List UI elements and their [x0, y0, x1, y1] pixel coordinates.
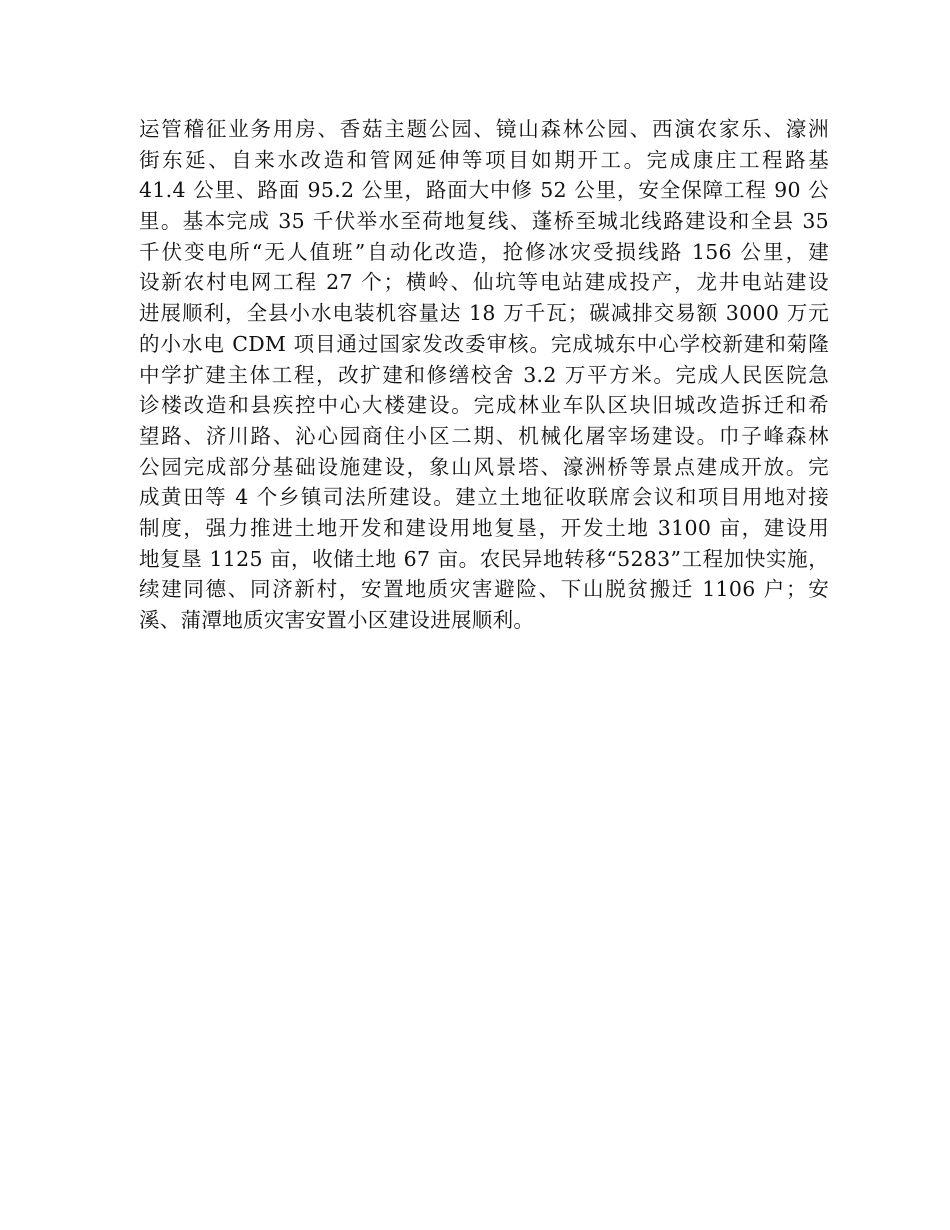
paragraph-line: 街东延、自来水改造和管网延伸等项目如期开工。完成康庄工程路基	[139, 147, 829, 172]
paragraph-line: 诊楼改造和县疾控中心大楼建设。完成林业车队区块旧城改造拆迁和希	[139, 393, 829, 418]
paragraph-line: 进展顺利，全县小水电装机容量达 18 万千瓦；碳减排交易额 3000 万元	[139, 301, 829, 326]
paragraph-line: 望路、济川路、沁心园商住小区二期、机械化屠宰场建设。巾子峰森林	[139, 423, 829, 448]
paragraph-line: 运管稽征业务用房、香菇主题公园、镜山森林公园、西演农家乐、濠洲	[139, 117, 829, 141]
paragraph-line: 41.4 公里、路面 95.2 公里，路面大中修 52 公里，安全保障工程 90 公	[139, 178, 829, 203]
paragraph-line: 地复垦 1125 亩，收储土地 67 亩。农民异地转移“5283”工程加快实施，	[139, 546, 829, 571]
paragraph-line: 设新农村电网工程 27 个；横岭、仙坑等电站建成投产，龙井电站建设	[139, 270, 829, 295]
paragraph-line: 成黄田等 4 个乡镇司法所建设。建立土地征收联席会议和项目用地对接	[139, 485, 829, 510]
body-paragraph	[139, 114, 829, 636]
paragraph-line: 续建同德、同济新村，安置地质灾害避险、下山脱贫搬迁 1106 户；安	[139, 577, 829, 602]
paragraph-line: 千伏变电所“无人值班”自动化改造，抢修冰灾受损线路 156 公里，建	[139, 239, 829, 264]
paragraph-last-line: 溪、蒲潭地质灾害安置小区建设进展顺利。	[139, 608, 535, 632]
paragraph-line: 的小水电 CDM 项目通过国家发改委审核。完成城东中心学校新建和菊隆	[139, 331, 829, 356]
paragraph-line: 里。基本完成 35 千伏举水至荷地复线、蓬桥至城北线路建设和全县 35	[139, 209, 829, 234]
paragraph-line: 制度，强力推进土地开发和建设用地复垦，开发土地 3100 亩，建设用	[139, 515, 829, 540]
paragraph-line: 公园完成部分基础设施建设，象山风景塔、濠洲桥等景点建成开放。完	[139, 454, 829, 479]
paragraph-line: 中学扩建主体工程，改扩建和修缮校舍 3.2 万平方米。完成人民医院急	[139, 362, 829, 387]
